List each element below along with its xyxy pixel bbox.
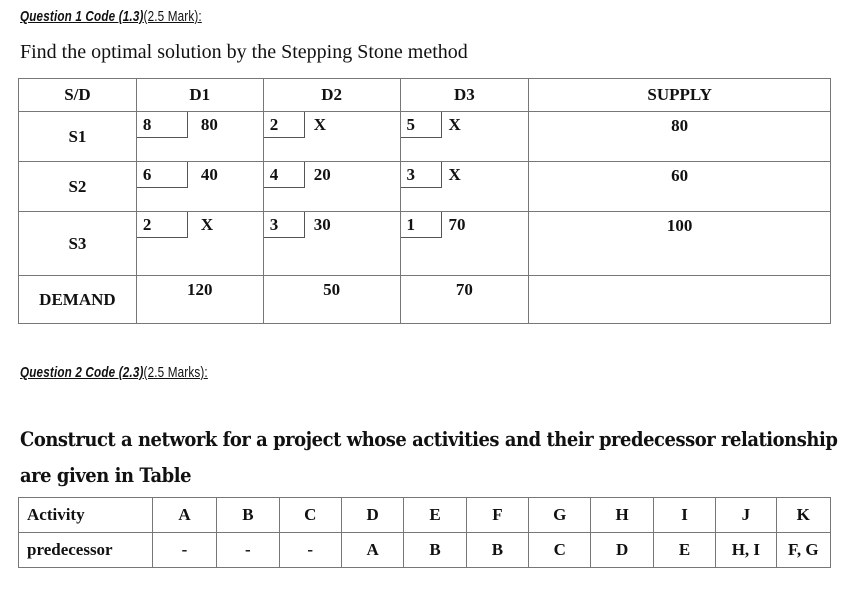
- demand-value: 120: [187, 280, 213, 299]
- predecessor-cell: D: [591, 533, 653, 568]
- predecessor-cell: -: [279, 533, 341, 568]
- cost-value: 6: [142, 165, 152, 184]
- activity-row: [19, 498, 831, 533]
- table-row-s2: [19, 162, 831, 212]
- supply-cell: [529, 212, 831, 276]
- row-label-cell: [19, 162, 137, 212]
- cost-value: 3: [406, 165, 415, 184]
- cost-value: 2: [269, 115, 279, 134]
- header-supply: SUPPLY: [529, 79, 831, 112]
- cost-box: [264, 212, 305, 238]
- row-label-cell: [19, 112, 137, 162]
- row-label: S3: [68, 234, 87, 253]
- cost-value: 1: [406, 215, 415, 234]
- activity-cell: J: [716, 498, 776, 533]
- allocation-cell: [400, 212, 529, 276]
- allocation-value: 40: [200, 165, 218, 184]
- predecessor-cell: F, G: [776, 533, 830, 568]
- activity-cell: I: [653, 498, 715, 533]
- allocation-cell: [263, 162, 400, 212]
- table-row-demand: [19, 276, 831, 324]
- demand-supply-cell: [529, 276, 831, 324]
- allocation-cell: [136, 112, 263, 162]
- question-1-code: Question 1 Code (1.3): [20, 8, 144, 25]
- predecessor-cell: -: [217, 533, 279, 568]
- row-label-cell: [19, 212, 137, 276]
- question-1-heading: [20, 8, 202, 25]
- allocation-cell: [136, 212, 263, 276]
- predecessor-label: predecessor: [19, 533, 153, 568]
- allocation-cell: [136, 162, 263, 212]
- allocation-value: X: [448, 165, 461, 184]
- supply-value: 60: [671, 166, 689, 185]
- predecessor-row: [19, 533, 831, 568]
- table-row-s1: [19, 112, 831, 162]
- cost-value: 3: [269, 215, 279, 234]
- activity-cell: K: [776, 498, 830, 533]
- row-label: S1: [68, 127, 87, 146]
- question-2-code: Question 2 Code (2.3): [20, 364, 144, 381]
- header-sd: S/D: [19, 79, 137, 112]
- cost-box: [137, 212, 188, 238]
- demand-cell: [400, 276, 529, 324]
- allocation-value: 30: [313, 215, 331, 234]
- allocation-cell: [263, 212, 400, 276]
- allocation-value: 80: [200, 115, 218, 134]
- demand-label: DEMAND: [39, 290, 116, 309]
- cost-value: 5: [406, 115, 415, 134]
- cost-box: [401, 162, 442, 188]
- predecessor-cell: H, I: [716, 533, 776, 568]
- header-d3: D3: [400, 79, 529, 112]
- allocation-value: X: [200, 215, 214, 234]
- activity-cell: H: [591, 498, 653, 533]
- demand-label-cell: [19, 276, 137, 324]
- demand-value: 50: [323, 280, 341, 299]
- predecessor-cell: C: [529, 533, 591, 568]
- supply-value: 100: [666, 216, 693, 235]
- cost-box: [264, 162, 305, 188]
- demand-cell: [263, 276, 400, 324]
- predecessor-cell: A: [341, 533, 403, 568]
- cost-box: [401, 112, 442, 138]
- supply-cell: [529, 112, 831, 162]
- question-2-heading: [20, 364, 208, 381]
- row-label: S2: [68, 177, 87, 196]
- table-header-row: [19, 79, 831, 112]
- activity-cell: A: [152, 498, 216, 533]
- transportation-table: [18, 78, 831, 324]
- cost-box: [137, 112, 188, 138]
- allocation-value: 70: [448, 215, 466, 234]
- activity-cell: B: [217, 498, 279, 533]
- allocation-cell: [400, 162, 529, 212]
- cost-box: [401, 212, 442, 238]
- header-d1: D1: [136, 79, 263, 112]
- predecessor-cell: B: [404, 533, 466, 568]
- allocation-value: X: [448, 115, 461, 134]
- allocation-cell: [263, 112, 400, 162]
- question-2-mark: (2.5 Marks):: [143, 364, 208, 381]
- allocation-cell: [400, 112, 529, 162]
- activity-cell: E: [404, 498, 466, 533]
- cost-value: 2: [142, 215, 152, 234]
- cost-box: [137, 162, 188, 188]
- activity-table: [18, 497, 831, 568]
- allocation-value: X: [313, 115, 326, 134]
- activity-label: Activity: [19, 498, 153, 533]
- question-1-instruction: Find the optimal solution by the Stepping Stone method: [20, 41, 468, 63]
- predecessor-cell: B: [466, 533, 528, 568]
- cost-box: [264, 112, 305, 138]
- demand-value: 70: [455, 280, 473, 299]
- activity-cell: G: [529, 498, 591, 533]
- question-2-line-1: Construct a network for a project whose activities and their predecessor relationship: [20, 428, 838, 451]
- cost-value: 8: [142, 115, 152, 134]
- demand-cell: [136, 276, 263, 324]
- predecessor-cell: E: [653, 533, 715, 568]
- cost-value: 4: [269, 165, 279, 184]
- table-row-s3: [19, 212, 831, 276]
- activity-cell: D: [341, 498, 403, 533]
- supply-cell: [529, 162, 831, 212]
- activity-cell: F: [466, 498, 528, 533]
- question-1-mark: (2.5 Mark):: [143, 8, 202, 25]
- predecessor-cell: -: [152, 533, 216, 568]
- activity-cell: C: [279, 498, 341, 533]
- allocation-value: 20: [313, 165, 331, 184]
- question-2-line-2: are given in Table: [20, 464, 192, 487]
- header-d2: D2: [263, 79, 400, 112]
- supply-value: 80: [671, 116, 689, 135]
